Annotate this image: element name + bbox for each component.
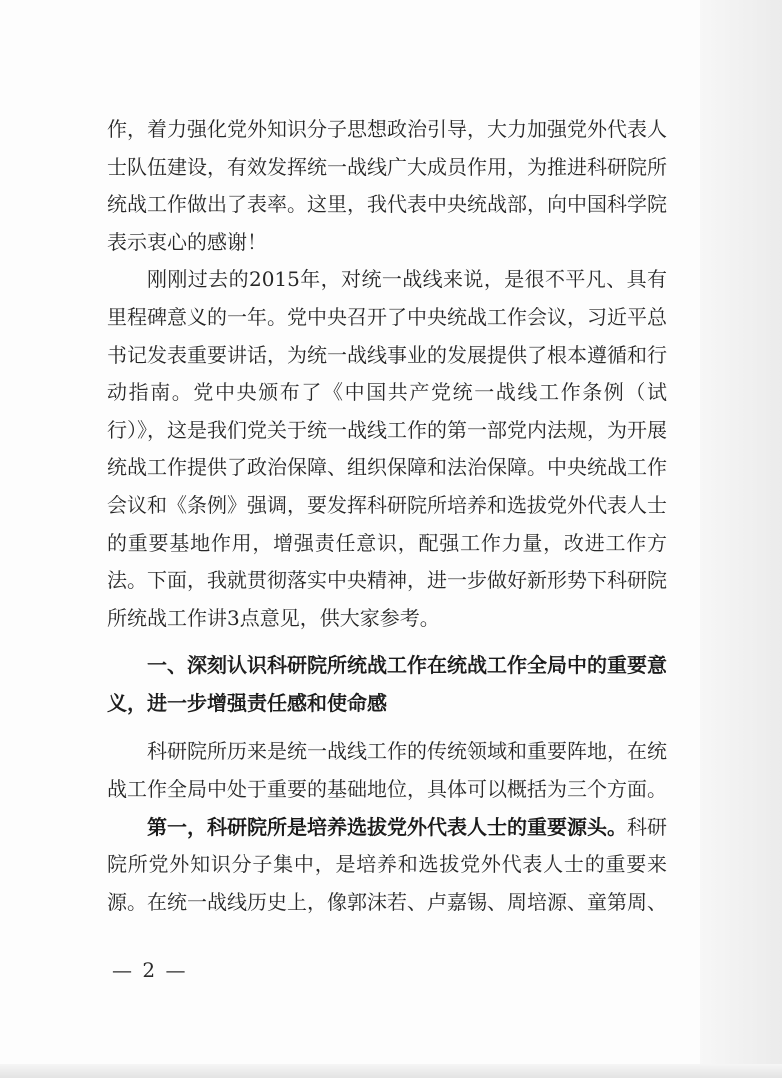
paragraph-research-institutes: 科研院所历来是统一战线工作的传统领域和重要阵地，在统战工作全局中处于重要的基础地位，具体可以概括为三个方面。: [107, 739, 667, 801]
paragraph-2015-overview: 刚刚过去的2015年，对统一战线来说，是很不平凡、具有里程碑意义的一年。党中央召开了中央统战工作会议，习近平总书记发表重要讲话，为统一战线事业的发展提供了根本遵循和行动指南。党中央颁布了《中国共产党统一战线工作条例（试行）》，这是我们党关于统一战线工作的第一部党内法规，为开展统战工作提供了政治保障、组织保障和法治保障。中央统战工作会议和《条例》强调，要发挥科研院所培养和选拔党外代表人士的重要基地作用，增强责任意识，配强工作力量，改进工作方法。下面，我就贯彻落实中央精神，进一步做好新形势下科研院所统战工作讲3点意见，供大家参考。: [107, 267, 667, 630]
paragraph-first-point: [107, 809, 667, 922]
document-body: [107, 111, 667, 921]
page-edge-shadow: [700, 0, 782, 1078]
paragraph-continuation: 作，着力强化党外知识分子思想政治引导，大力加强党外代表人士队伍建设，有效发挥统一战线广大成员作用，为推进科研院所统战工作做出了表率。这里，我代表中央统战部，向中国科学院表示衷心的感谢！: [107, 117, 667, 254]
first-point-lead: 第一，科研院所是培养选拔党外代表人士的重要源头。: [147, 814, 627, 839]
first-point-body: 科研院所党外知识分子集中，是培养和选拔党外代表人士的重要来源。在统一战线历史上，像郭沫若、卢嘉锡、周培源、童第周、: [107, 814, 667, 914]
page-number: — 2 —: [112, 958, 188, 982]
page-bottom-shadow: [0, 1064, 782, 1078]
section-heading-1: 一、深刻认识科研院所统战工作在统战工作全局中的重要意义，进一步增强责任感和使命感: [107, 653, 667, 716]
